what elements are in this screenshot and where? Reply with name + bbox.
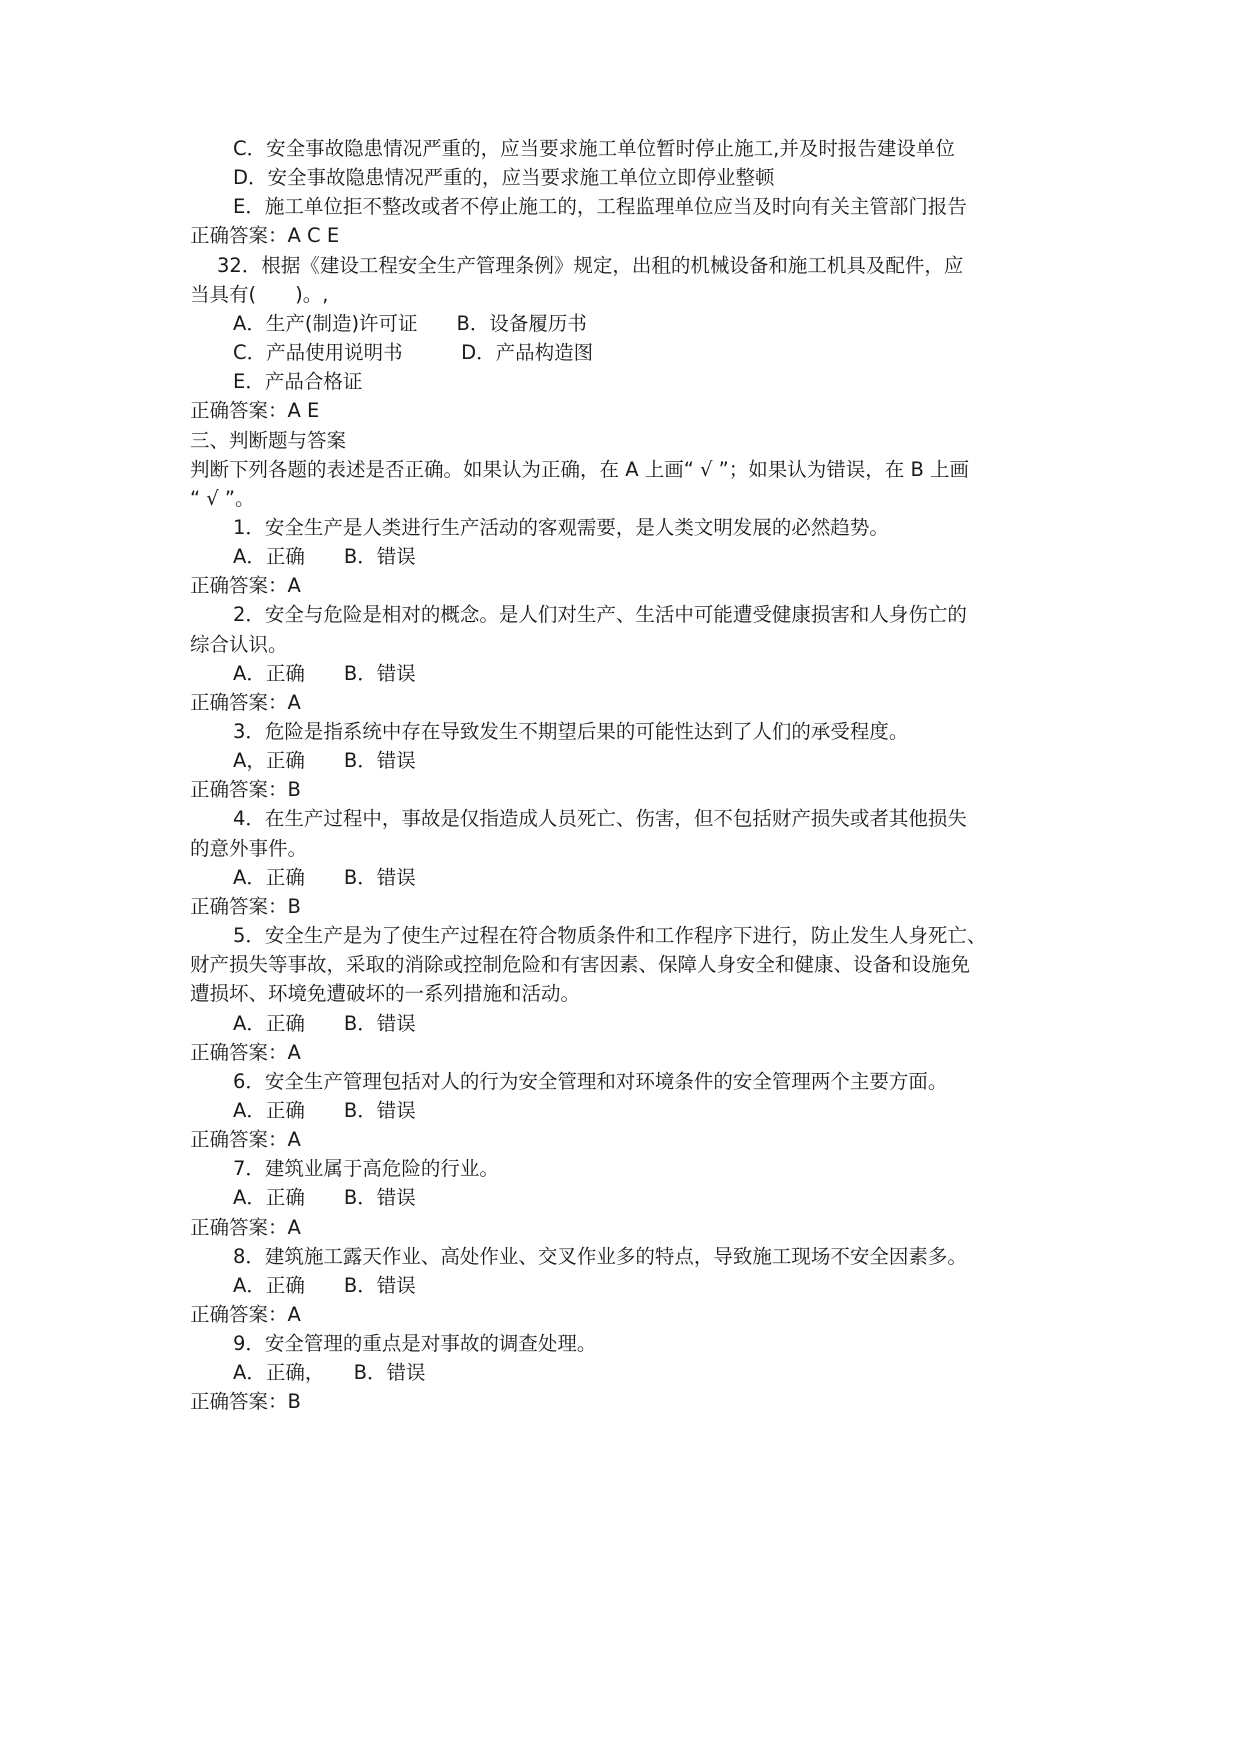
text-line: 正确答案：A E (190, 399, 320, 423)
text-line: 正确答案：A (190, 574, 301, 598)
text-line: 7．建筑业属于高危险的行业。 (233, 1157, 499, 1181)
text-line: 正确答案：B (190, 778, 301, 802)
text-line: 8．建筑施工露天作业、高处作业、交叉作业多的特点，导致施工现场不安全因素多。 (233, 1244, 967, 1268)
text-line: 正确答案：A (190, 1215, 301, 1239)
text-line: 的意外事件。 (190, 836, 308, 860)
text-line: 正确答案：A (190, 690, 301, 714)
text-line: 3．危险是指系统中存在导致发生不期望后果的可能性达到了人们的承受程度。 (233, 720, 909, 743)
text-line: 遭损坏、环境免遭破坏的一系列措施和活动。 (190, 982, 581, 1006)
text-line: 6．安全生产管理包括对人的行为安全管理和对环境条件的安全管理两个主要方面。 (233, 1069, 948, 1093)
text-line: 正确答案：B (190, 894, 301, 918)
text-line: D．安全事故隐患情况严重的，应当要求施工单位立即停业整顿 (233, 166, 775, 190)
text-line: A．正确， B．错误 (233, 1361, 426, 1385)
text-line: 三、判断题与答案 (190, 428, 347, 452)
text-line: 1．安全生产是人类进行生产活动的客观需要，是人类文明发展的必然趋势。 (233, 515, 889, 539)
text-line: “ √ ”。 (190, 486, 255, 510)
text-line: 综合认识。 (190, 632, 288, 656)
text-line: 正确答案：A (190, 1128, 301, 1152)
text-line: C．安全事故隐患情况严重的，应当要求施工单位暂时停止施工,并及时报告建设单位 (233, 137, 955, 160)
text-line: A．正确 B．错误 (233, 1011, 416, 1035)
text-line: 2．安全与危险是相对的概念。是人们对生产、生活中可能遭受健康损害和人身伤亡的 (233, 603, 967, 627)
text-line: A．正确 B．错误 (233, 865, 416, 889)
text-line: 正确答案：A (190, 1040, 301, 1064)
text-line: A．正确 B．错误 (233, 545, 416, 569)
text-line: A，正确 B．错误 (233, 749, 416, 773)
text-line: A．正确 B．错误 (233, 1273, 416, 1297)
text-line: 财产损失等事故，采取的消除或控制危险和有害因素、保障人身安全和健康、设备和设施免 (190, 953, 971, 977)
text-line: A．正确 B．错误 (233, 1186, 416, 1210)
text-line: A．正确 B．错误 (233, 1098, 416, 1122)
text-line: A．生产(制造)许可证 B．设备履历书 (233, 311, 587, 335)
text-line: 当具有( )。, (190, 282, 329, 306)
text-line: 5．安全生产是为了使生产过程在符合物质条件和工作程序下进行，防止发生人身死亡、 (233, 924, 987, 948)
text-line: 正确答案：B (190, 1390, 301, 1414)
text-line: 正确答案：A (190, 1303, 301, 1326)
text-line: 正确答案：A C E (190, 224, 340, 248)
text-line: C．产品使用说明书 D．产品构造图 (233, 341, 594, 365)
text-line: E．施工单位拒不整改或者不停止施工的，工程监理单位应当及时向有关主管部门报告 (233, 195, 967, 219)
text-line: 9．安全管理的重点是对事故的调查处理。 (233, 1332, 597, 1356)
text-line: A．正确 B．错误 (233, 661, 416, 685)
text-line: E．产品合格证 (233, 370, 363, 394)
text-line: 32．根据《建设工程安全生产管理条例》规定，出租的机械设备和施工机具及配件，应 (217, 253, 964, 277)
text-line: 4．在生产过程中，事故是仅指造成人员死亡、伤害，但不包括财产损失或者其他损失 (233, 807, 967, 831)
text-line: 判断下列各题的表述是否正确。如果认为正确，在 A 上画“ √ ”；如果认为错误，在 B 上画 (190, 457, 970, 481)
